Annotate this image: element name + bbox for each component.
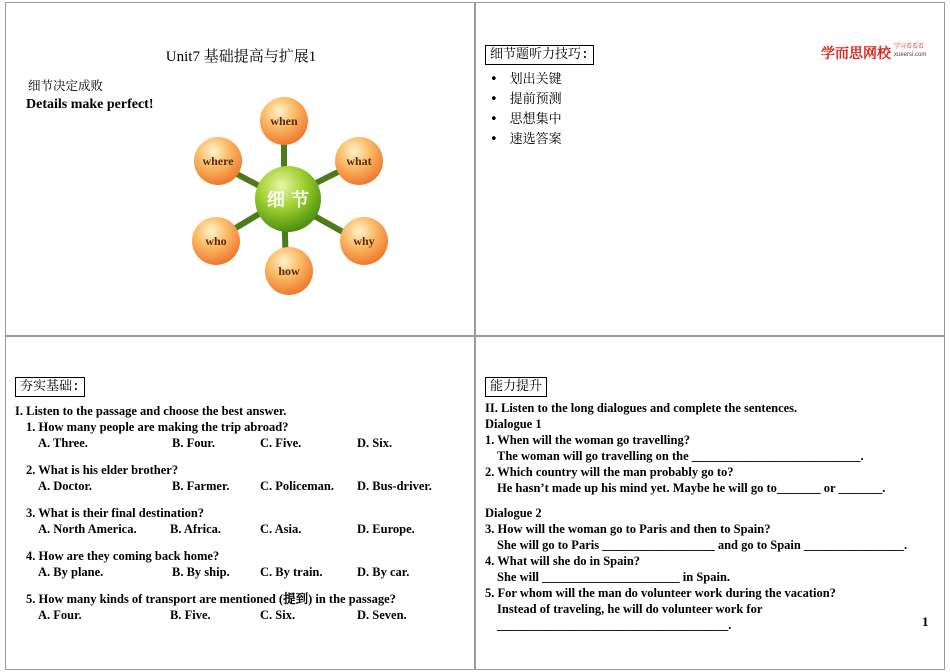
section-one-title: I. Listen to the passage and choose the best answer. bbox=[15, 404, 287, 418]
q4-option-b: B. By ship. bbox=[172, 565, 230, 579]
d2-question-4: 4. What will she do in Spain? bbox=[485, 554, 641, 568]
svg-text:who: who bbox=[205, 234, 227, 248]
q3-option-b: B. Africa. bbox=[170, 522, 222, 536]
q2-option-d: D. Bus-driver. bbox=[357, 479, 432, 493]
node-why bbox=[340, 217, 388, 265]
foundation-heading: 夯实基础: bbox=[15, 377, 85, 397]
section-two-title: II. Listen to the long dialogues and complete the sentences. bbox=[485, 401, 798, 415]
dialogue-1-label: Dialogue 1 bbox=[485, 417, 542, 431]
q2-option-b: B. Farmer. bbox=[172, 479, 230, 493]
svg-text:why: why bbox=[353, 234, 375, 248]
q1-option-b: B. Four. bbox=[172, 436, 215, 450]
dialogue-2-label: Dialogue 2 bbox=[485, 506, 542, 520]
question-1: 1. How many people are making the trip abroad? bbox=[26, 420, 289, 434]
q1-option-a: A. Three. bbox=[38, 436, 88, 450]
node-where bbox=[194, 137, 242, 185]
question-5: 5. How many kinds of transport are mentioned (提到) in the passage? bbox=[26, 592, 396, 606]
q3-option-d: D. Europe. bbox=[357, 522, 415, 536]
q1-option-d: D. Six. bbox=[357, 436, 393, 450]
q1-option-c: C. Five. bbox=[260, 436, 302, 450]
q5-option-a: A. Four. bbox=[38, 608, 82, 622]
subtitle-english: Details make perfect! bbox=[26, 97, 154, 112]
d1-question-2: 2. Which country will the man probably go to? bbox=[485, 465, 734, 479]
logo-small-text: 学习看看看 bbox=[894, 43, 925, 50]
tips-heading: 细节题听力技巧: bbox=[485, 45, 594, 65]
q5-option-b: B. Five. bbox=[170, 608, 211, 622]
q3-option-c: C. Asia. bbox=[260, 522, 302, 536]
q4-option-d: D. By car. bbox=[357, 565, 410, 579]
svg-text:where: where bbox=[202, 154, 234, 168]
slide1-title: Unit7 基础提高与扩展1 bbox=[165, 49, 317, 65]
d1-question-1: 1. When will the woman go travelling? bbox=[485, 433, 690, 447]
slide-panel-4 bbox=[475, 336, 945, 670]
slide-panel-3 bbox=[5, 336, 475, 670]
svg-text:how: how bbox=[278, 264, 300, 278]
q2-option-c: C. Policeman. bbox=[260, 479, 334, 493]
q4-option-a: A. By plane. bbox=[38, 565, 104, 579]
node-when bbox=[260, 97, 308, 145]
d2-answer-3: She will go to Paris __________________ and go to Spain ________________. bbox=[497, 538, 908, 552]
tip-item: • 划出关键 bbox=[490, 70, 562, 90]
svg-text:when: when bbox=[270, 114, 298, 128]
question-3: 3. What is their final destination? bbox=[26, 506, 205, 520]
question-2: 2. What is his elder brother? bbox=[26, 463, 179, 477]
q5-option-d: D. Seven. bbox=[357, 608, 407, 622]
tips-list bbox=[490, 70, 562, 150]
details-mind-map bbox=[184, 91, 398, 301]
node-how bbox=[265, 247, 313, 295]
slide-panel-1 bbox=[5, 2, 475, 336]
question-4: 4. How are they coming back home? bbox=[26, 549, 220, 563]
q5-option-c: C. Six. bbox=[260, 608, 296, 622]
node-who bbox=[192, 217, 240, 265]
svg-text:细 节: 细 节 bbox=[266, 190, 310, 211]
d1-answer-2: He hasn’t made up his mind yet. Maybe he will go to_______ or _______. bbox=[497, 481, 886, 495]
d2-question-5: 5. For whom will the man do volunteer work during the vacation? bbox=[485, 586, 836, 600]
logo-url: xueersi.com bbox=[894, 52, 927, 58]
center-node bbox=[255, 166, 321, 232]
svg-text:what: what bbox=[346, 154, 372, 168]
tip-item: • 速选答案 bbox=[490, 130, 562, 150]
xueersi-logo bbox=[821, 43, 926, 63]
d2-answer-5-blank: _____________________________________. bbox=[497, 618, 732, 632]
tip-item: • 思想集中 bbox=[490, 110, 562, 130]
d2-answer-4: She will ______________________ in Spain. bbox=[497, 570, 731, 584]
subtitle-chinese: 细节决定成败 bbox=[28, 78, 104, 93]
node-what bbox=[335, 137, 383, 185]
page-number: 1 bbox=[922, 614, 929, 629]
d2-answer-5: Instead of traveling, he will do volunteer work for bbox=[497, 602, 763, 616]
q3-option-a: A. North America. bbox=[38, 522, 137, 536]
d2-question-3: 3. How will the woman go to Paris and then to Spain? bbox=[485, 522, 771, 536]
slide-panel-2 bbox=[475, 2, 945, 336]
d1-answer-1: The woman will go travelling on the ___________________________. bbox=[497, 449, 864, 463]
logo-text: 学而思网校 bbox=[821, 46, 891, 62]
improvement-heading: 能力提升 bbox=[485, 377, 547, 397]
tip-item: • 提前预测 bbox=[490, 90, 562, 110]
q2-option-a: A. Doctor. bbox=[38, 479, 93, 493]
q4-option-c: C. By train. bbox=[260, 565, 323, 579]
